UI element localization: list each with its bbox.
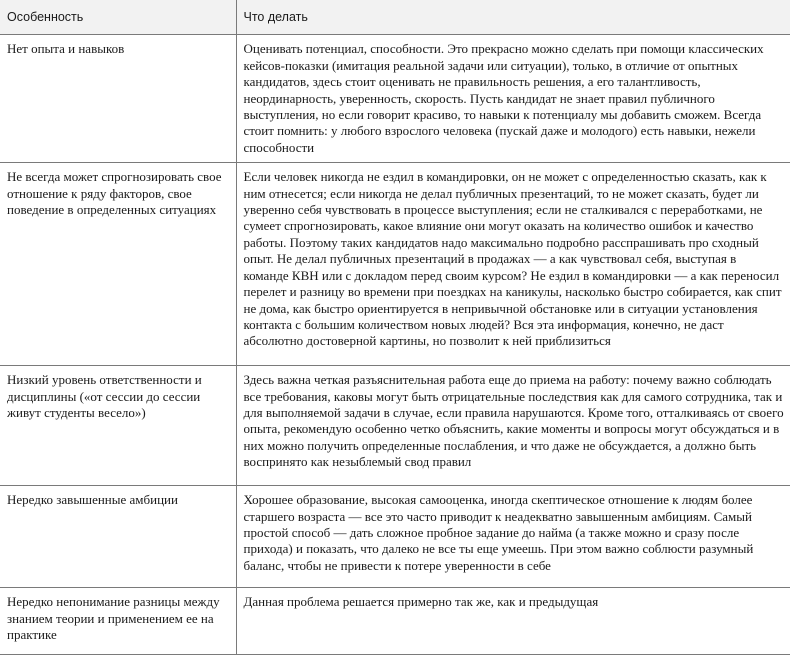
action-cell: Если человек никогда не ездил в командировки, он не может с определенностью сказать, как к ним отнесется; если никогда не делал публичных презентаций, то не может сказать, будет ли уверенно себя чувствовать в процессе выступления; если не сталкивался с переработками, не сумеет спрогнозировать, какое влияние они могут оказать на количество ошибок и качество работы. Поэтому таких кандидатов надо максимально подробно расспрашивать про сходный опыт. Не делал публичных презентаций в продажах — а как чувствовал себя, выступая в команде КВН или с докладом перед своим курсом? Не ездил в командировки — а как переносил перелет и разницу во времени при поездках на каникулы, насколько быстро собирается, как спит не дома, как быстро ориентируется в непривычной обстановке или в ситуации установления контакта с большим количеством новых людей? Вся эта информация, конечно, не даст абсолютно достоверной картины, но позволит к ней приблизиться <box>236 163 790 366</box>
header-action: Что делать <box>236 0 790 35</box>
feature-cell: Нет опыта и навыков <box>0 35 236 163</box>
table-row <box>0 163 790 366</box>
feature-cell: Не всегда может спрогнозировать свое отношение к ряду факторов, свое поведение в определенных ситуациях <box>0 163 236 366</box>
header-feature: Особенность <box>0 0 236 35</box>
action-cell: Данная проблема решается примерно так же, как и предыдущая <box>236 588 790 655</box>
action-cell: Оценивать потенциал, способности. Это прекрасно можно сделать при помощи классических кейсов-показки (имитация реальной задачи или ситуации), только, в отличие от опытных кандидатов, здесь стоит оценивать не правильность решения, а его талантливость, неординарность, уверенность, скорость. Пусть кандидат не знает правил публичного выступления, но если говорит красиво, то навыки к потенциалу мы добавить сможем. Всегда стоит помнить: у любого взрослого человека (пускай даже и молодого) есть навыки, нежели способности <box>236 35 790 163</box>
table-row <box>0 35 790 163</box>
table-row <box>0 366 790 486</box>
action-cell: Хорошее образование, высокая самооценка, иногда скептическое отношение к людям более старшего возраста — все это часто приводит к неадекватно завышенным амбициям. Самый простой способ — дать сложное пробное задание до найма (а также можно и сразу после прихода) и показать, что далеко не все ты еще умеешь. При этом важно соблюсти разумный баланс, чтобы не привести к потере уверенности в себе <box>236 486 790 588</box>
feature-cell: Нередко завышенные амбиции <box>0 486 236 588</box>
feature-cell: Нередко непонимание разницы между знанием теории и применением ее на практике <box>0 588 236 655</box>
action-cell: Здесь важна четкая разъяснительная работа еще до приема на работу: почему важно соблюдать все требования, каковы могут быть отрицательные последствия как для самого сотрудника, так и для выполняемой задачи в случае, если правила нарушаются. Кроме того, отталкиваясь от своего опыта, рекомендую особенно четко объяснить, какие моменты и вопросы могут обсуждаться и в них можно получить определенные послабления, и что даже не обсуждается, а должно быть воспринято как незыблемый свод правил <box>236 366 790 486</box>
table-row <box>0 486 790 588</box>
header-row <box>0 0 790 35</box>
table-row <box>0 588 790 655</box>
feature-cell: Низкий уровень ответственности и дисциплины («от сессии до сессии живут студенты весело») <box>0 366 236 486</box>
